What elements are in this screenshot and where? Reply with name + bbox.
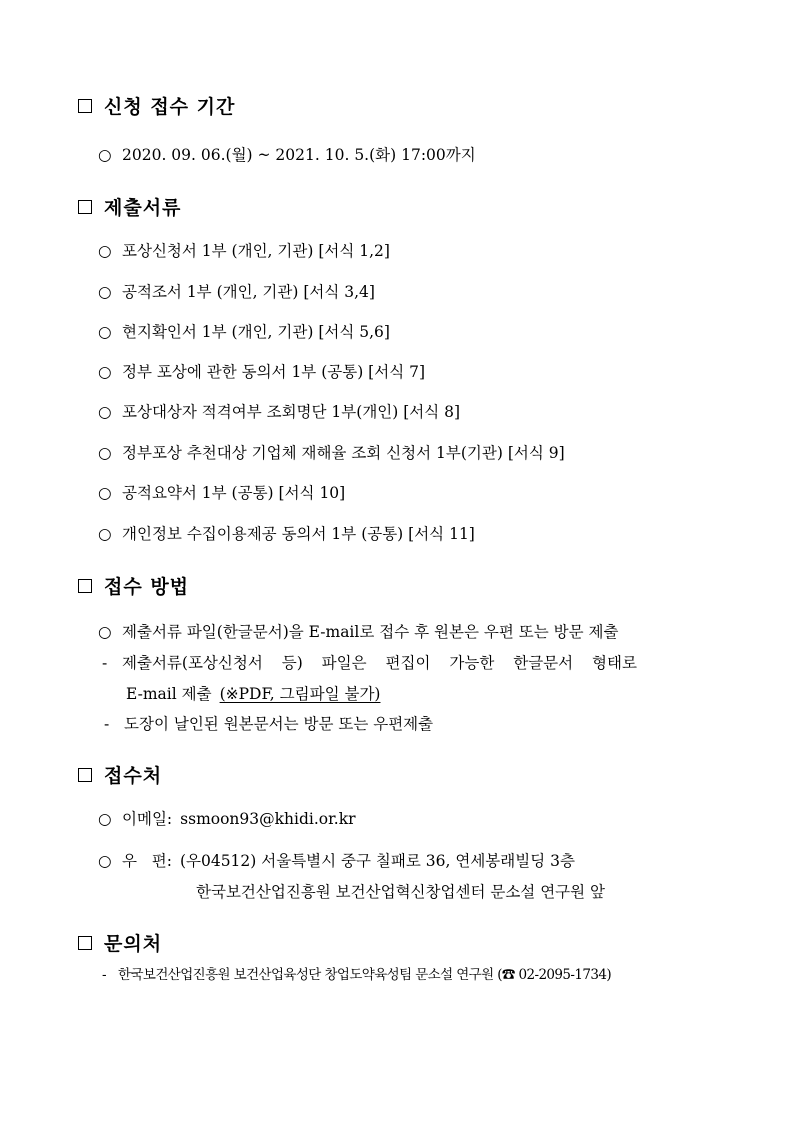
list-item	[98, 280, 375, 302]
checkbox-square-icon	[78, 200, 92, 214]
section-heading-period	[78, 92, 235, 119]
document-item-text: 포상신청서 1부 (개인, 기관) [서식 1,2]	[122, 242, 390, 260]
document-item-text: 공적조서 1부 (개인, 기관) [서식 3,4]	[122, 283, 375, 301]
method-sub-text: 도장이 날인된 원본문서는 방문 또는 우편제출	[124, 715, 434, 733]
circle-bullet-icon: ○	[98, 852, 112, 870]
circle-bullet-icon: ○	[98, 323, 112, 341]
document-item-text: 정부 포상에 관한 동의서 1부 (공통) [서식 7]	[122, 363, 425, 381]
section-title: 신청 접수 기간	[104, 96, 236, 118]
circle-bullet-icon: ○	[98, 146, 112, 164]
circle-bullet-icon: ○	[98, 363, 112, 381]
section-heading-contact	[78, 929, 162, 956]
sub-item	[102, 963, 611, 983]
method-sub-text: E-mail 제출	[126, 685, 212, 703]
format-warning-note: (※PDF, 그림파일 불가)	[219, 685, 381, 703]
document-item-text: 현지확인서 1부 (개인, 기관) [서식 5,6]	[122, 323, 390, 341]
circle-bullet-icon: ○	[98, 623, 112, 641]
list-item	[98, 807, 356, 829]
circle-bullet-icon: ○	[98, 242, 112, 260]
list-item	[98, 849, 575, 871]
checkbox-square-icon	[78, 768, 92, 782]
section-title: 제출서류	[104, 197, 182, 219]
dash-bullet-icon: -	[102, 654, 108, 672]
document-item-text: 공적요약서 1부 (공통) [서식 10]	[122, 484, 346, 502]
list-item	[98, 441, 565, 463]
list-item	[98, 143, 476, 165]
checkbox-square-icon	[78, 579, 92, 593]
circle-bullet-icon: ○	[98, 810, 112, 828]
section-title: 접수 방법	[104, 576, 190, 598]
circle-bullet-icon: ○	[98, 283, 112, 301]
list-item	[98, 239, 390, 261]
email-address: ssmoon93@khidi.or.kr	[180, 810, 356, 828]
document-item-text: 정부포상 추천대상 기업체 재해율 조회 신청서 1부(기관) [서식 9]	[122, 444, 565, 462]
checkbox-square-icon	[78, 936, 92, 950]
post-address-continuation	[196, 880, 605, 902]
section-title: 접수처	[104, 765, 163, 787]
document-item-text: 개인정보 수집이용제공 동의서 1부 (공통) [서식 11]	[122, 525, 475, 543]
circle-bullet-icon: ○	[98, 525, 112, 543]
section-heading-documents	[78, 193, 181, 220]
list-item	[98, 620, 618, 642]
dash-bullet-icon: -	[102, 967, 106, 983]
period-text: 2020. 09. 06.(월) ~ 2021. 10. 5.(화) 17:00까지	[122, 146, 476, 164]
email-label: 이메일:	[122, 810, 173, 828]
method-text: 제출서류 파일(한글문서)을 E-mail로 접수 후 원본은 우편 또는 방문 제출	[122, 623, 619, 641]
circle-bullet-icon: ○	[98, 444, 112, 462]
section-title: 문의처	[104, 933, 163, 955]
checkbox-square-icon	[78, 99, 92, 113]
list-item	[98, 360, 425, 382]
post-recipient: 한국보건산업진흥원 보건산업혁신창업센터 문소설 연구원 앞	[196, 883, 606, 901]
list-item	[98, 320, 390, 342]
post-address: (우04512) 서울특별시 중구 칠패로 36, 연세봉래빌딩 3층	[179, 852, 575, 870]
list-item	[98, 400, 460, 422]
circle-bullet-icon: ○	[98, 403, 112, 421]
sub-item	[104, 712, 433, 734]
list-item	[98, 522, 475, 544]
section-heading-method	[78, 572, 189, 599]
post-label: 우 편:	[122, 852, 172, 870]
circle-bullet-icon: ○	[98, 484, 112, 502]
method-sub-text: 제출서류(포상신청서 등) 파일은 편집이 가능한 한글문서 형태로	[122, 654, 637, 672]
contact-text: 한국보건산업진흥원 보건산업육성단 창업도약육성팀 문소설 연구원 (☎ 02-2095-1734)	[118, 967, 611, 983]
list-item	[98, 481, 345, 503]
sub-item	[102, 651, 717, 673]
document-item-text: 포상대상자 적격여부 조회명단 1부(개인) [서식 8]	[122, 403, 461, 421]
section-heading-destination	[78, 761, 162, 788]
sub-item-continuation	[126, 682, 380, 704]
dash-bullet-icon: -	[104, 715, 110, 733]
